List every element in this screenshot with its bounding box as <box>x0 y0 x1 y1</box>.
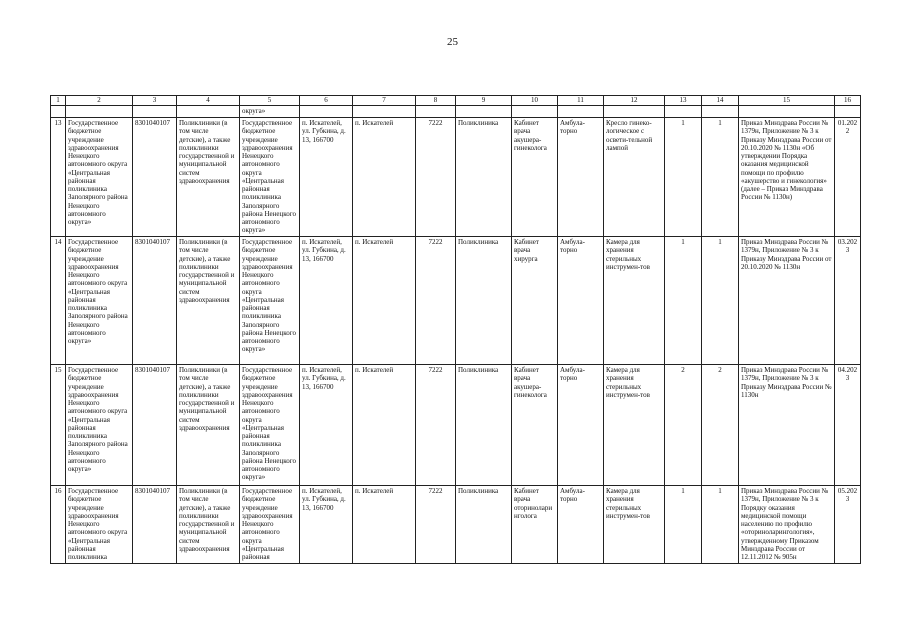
organization-name: Государственное бюджетное учреждение здравоохранения Ненецкого автономного округа «Центральная районная поликлиника Заполярного района Ненецкого автономного округа» <box>66 237 133 365</box>
code-cell: 7222 <box>416 118 456 237</box>
care-condition: Амбула-торно <box>558 237 604 365</box>
care-condition: Амбула-торно <box>558 365 604 486</box>
row-number: 14 <box>51 237 66 365</box>
locality: п. Искателей <box>353 118 416 237</box>
locality: п. Искателей <box>353 237 416 365</box>
column-number: 4 <box>177 96 240 106</box>
row-number: 16 <box>51 486 66 564</box>
cabinet: Кабинет врача хирурга <box>512 237 558 365</box>
column-number: 7 <box>353 96 416 106</box>
column-number: 13 <box>665 96 702 106</box>
continuation-row <box>51 106 861 118</box>
required-quantity: 1 <box>665 486 702 564</box>
legal-basis: Приказ Минздрава России № 1379н, Приложение № 3 к Порядку оказания медицинской помощи населению по профилю «оториноларингология», утвержденному Приказом Минздрава России от 12.11.2012 № 905н <box>739 486 835 564</box>
address: п. Искателей, ул. Губкина, д. 13, 166700 <box>300 118 353 237</box>
column-number: 11 <box>558 96 604 106</box>
cabinet: Кабинет врача акушера-гинеколога <box>512 118 558 237</box>
unit-name: Государственное бюджетное учреждение здравоохранения Ненецкого автономного округа «Центральная районная поликлиника Заполярного района Ненецкого автономного округа» <box>240 237 300 365</box>
row-number: 15 <box>51 365 66 486</box>
table-row <box>51 237 861 365</box>
column-number: 1 <box>51 96 66 106</box>
quantity: 1 <box>702 118 739 237</box>
table-row <box>51 365 861 486</box>
date: 05.2023 <box>835 486 861 564</box>
column-number: 15 <box>739 96 835 106</box>
legal-basis: Приказ Минздрава России № 1379н, Приложение № 3 к Приказу Минздрава России от 20.10.2020 № 1130н «Об утверждении Порядка оказания медицинской помощи по профилю «акушерство и гинекология» (далее – Приказ Минздрава России № 1130н) <box>739 118 835 237</box>
column-number: 9 <box>456 96 512 106</box>
legal-basis: Приказ Минздрава России № 1379н, Приложение № 3 к Приказу Минздрава России № 1130н <box>739 365 835 486</box>
locality: п. Искателей <box>353 365 416 486</box>
column-number: 10 <box>512 96 558 106</box>
column-number-row <box>51 96 861 106</box>
organization-type: Поликлиники (в том числе детские), а также поликлиники государственной и муниципальной систем здравоохранения <box>177 365 240 486</box>
unit-name: Государственное бюджетное учреждение здравоохранения Ненецкого автономного округа «Центральная районная поликлиника Заполярного района Ненецкого автономного округа» <box>240 365 300 486</box>
locality: п. Искателей <box>353 486 416 564</box>
page-number: 25 <box>447 36 458 48</box>
division: Поликлиника <box>456 237 512 365</box>
required-quantity: 1 <box>665 237 702 365</box>
column-number: 2 <box>66 96 133 106</box>
organization-type: Поликлиники (в том числе детские), а также поликлиники государственной и муниципальной систем здравоохранения <box>177 237 240 365</box>
column-number: 3 <box>133 96 177 106</box>
cabinet: Кабинет врача оториноларинголога <box>512 486 558 564</box>
organization-code: 8301040107 <box>133 365 177 486</box>
table-row <box>51 118 861 237</box>
organization-code: 8301040107 <box>133 118 177 237</box>
column-number: 8 <box>416 96 456 106</box>
division: Поликлиника <box>456 365 512 486</box>
organization-code: 8301040107 <box>133 486 177 564</box>
code-cell: 7222 <box>416 365 456 486</box>
division: Поликлиника <box>456 118 512 237</box>
equipment-registry-table <box>50 95 861 564</box>
cabinet: Кабинет врача акушера-гинеколога <box>512 365 558 486</box>
continued-text: округа» <box>240 106 300 118</box>
organization-type: Поликлиники (в том числе детские), а также поликлиники государственной и муниципальной систем здравоохранения <box>177 118 240 237</box>
quantity: 1 <box>702 486 739 564</box>
equipment-name: Кресло гинеко-логическое с освети-тельной лампой <box>604 118 665 237</box>
unit-name: Государственное бюджетное учреждение здравоохранения Ненецкого автономного округа «Центральная районная <box>240 486 300 564</box>
division: Поликлиника <box>456 486 512 564</box>
quantity: 1 <box>702 237 739 365</box>
address: п. Искателей, ул. Губкина, д. 13, 166700 <box>300 486 353 564</box>
column-number: 5 <box>240 96 300 106</box>
date: 03.2023 <box>835 237 861 365</box>
organization-name: Государственное бюджетное учреждение здравоохранения Ненецкого автономного округа «Центральная районная поликлиника <box>66 486 133 564</box>
address: п. Искателей, ул. Губкина, д. 13, 166700 <box>300 365 353 486</box>
column-number: 16 <box>835 96 861 106</box>
column-number: 12 <box>604 96 665 106</box>
legal-basis: Приказ Минздрава России № 1379н, Приложение № 3 к Приказу Минздрава России от 20.10.2020 № 1130н <box>739 237 835 365</box>
date: 04.2023 <box>835 365 861 486</box>
unit-name: Государственное бюджетное учреждение здравоохранения Ненецкого автономного округа «Центральная районная поликлиника Заполярного района Ненецкого автономного округа» <box>240 118 300 237</box>
care-condition: Амбула-торно <box>558 118 604 237</box>
equipment-name: Камера для хранения стерильных инструмен-тов <box>604 486 665 564</box>
column-number: 6 <box>300 96 353 106</box>
required-quantity: 2 <box>665 365 702 486</box>
address: п. Искателей, ул. Губкина, д. 13, 166700 <box>300 237 353 365</box>
organization-code: 8301040107 <box>133 237 177 365</box>
table-row <box>51 486 861 564</box>
code-cell: 7222 <box>416 237 456 365</box>
row-number: 13 <box>51 118 66 237</box>
organization-name: Государственное бюджетное учреждение здравоохранения Ненецкого автономного округа «Центральная районная поликлиника Заполярного района Ненецкого автономного округа» <box>66 118 133 237</box>
column-number: 14 <box>702 96 739 106</box>
care-condition: Амбула-торно <box>558 486 604 564</box>
required-quantity: 1 <box>665 118 702 237</box>
quantity: 2 <box>702 365 739 486</box>
code-cell: 7222 <box>416 486 456 564</box>
organization-name: Государственное бюджетное учреждение здравоохранения Ненецкого автономного округа «Центральная районная поликлиника Заполярного района Ненецкого автономного округа» <box>66 365 133 486</box>
organization-type: Поликлиники (в том числе детские), а также поликлиники государственной и муниципальной систем здравоохранения <box>177 486 240 564</box>
equipment-name: Камера для хранения стерильных инструмен-тов <box>604 237 665 365</box>
date: 01.2022 <box>835 118 861 237</box>
equipment-name: Камера для хранения стерильных инструмен-тов <box>604 365 665 486</box>
